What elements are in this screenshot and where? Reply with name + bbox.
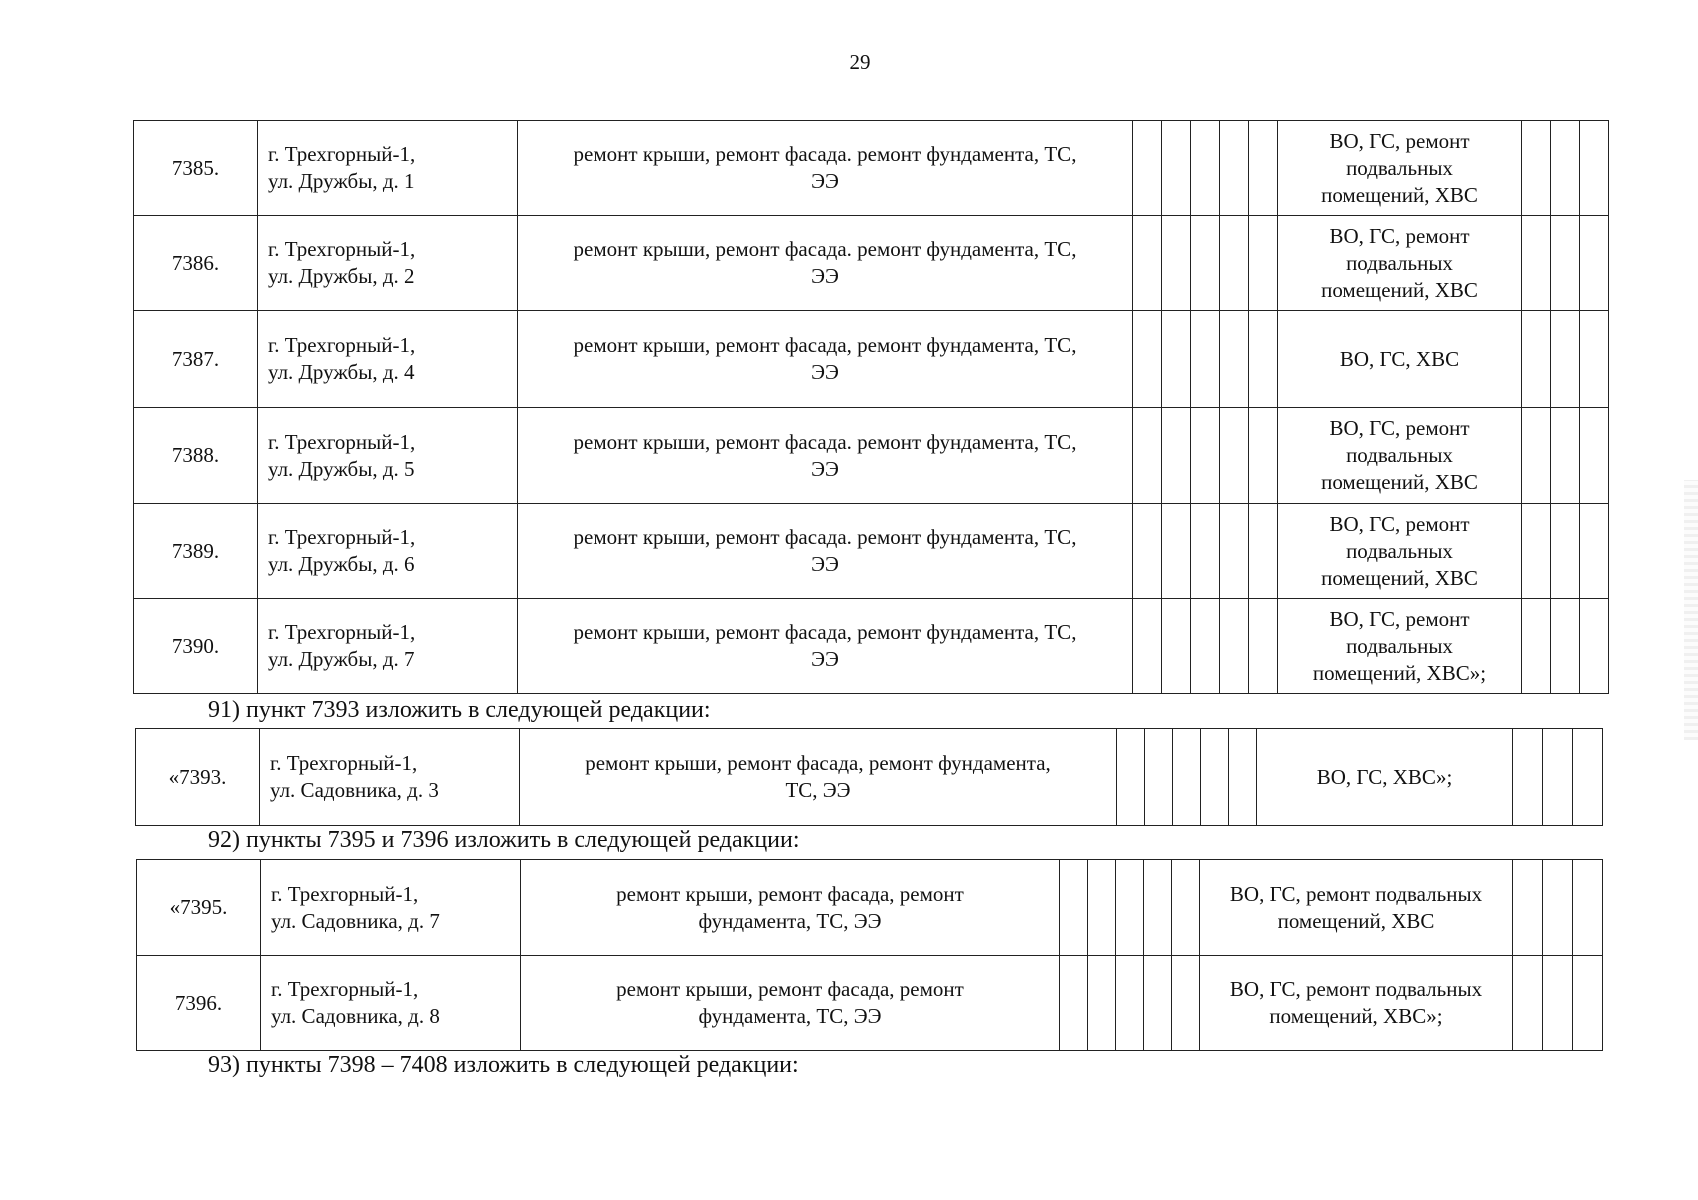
table-dobrotnyh-1: [133, 120, 1609, 694]
works-cell: [518, 311, 1133, 408]
works-cell: [518, 408, 1133, 504]
blank-cell: [1133, 311, 1162, 408]
types-line: помещений, ХВС: [1321, 470, 1478, 494]
table-row: [137, 956, 1603, 1051]
blank-cell: [1249, 599, 1278, 694]
blank-cell: [1133, 599, 1162, 694]
types-cell: [1257, 729, 1513, 826]
blank-cell: [1162, 311, 1191, 408]
works-line: ЭЭ: [811, 264, 839, 288]
works-line: ЭЭ: [811, 647, 839, 671]
table-row: [134, 408, 1609, 504]
blank-cell: [1220, 504, 1249, 599]
address-city: г. Трехгорный-1,: [268, 429, 416, 454]
address-city: г. Трехгорный-1,: [270, 751, 418, 775]
address-city: г. Трехгорный-1,: [268, 142, 416, 166]
blank-cell: [1117, 729, 1145, 826]
blank-cell: [1580, 599, 1609, 694]
blank-cell: [1191, 121, 1220, 216]
address-cell: [258, 599, 518, 694]
blank-cell: [1522, 216, 1551, 311]
blank-cell: [1580, 311, 1609, 408]
blank-cell: [1172, 956, 1200, 1051]
works-line: ремонт крыши, ремонт фасада, ремонт фундамента, ТС,: [573, 620, 1077, 644]
works-line: ремонт крыши, ремонт фасада, ремонт фундамента,: [585, 751, 1051, 775]
works-cell: [521, 956, 1060, 1051]
address-cell: [258, 216, 518, 311]
blank-cell: [1172, 860, 1200, 956]
paragraph-93: 93) пункты 7398 – 7408 изложить в следующей редакции:: [208, 1052, 799, 1078]
blank-cell: [1551, 599, 1580, 694]
table-row: [134, 504, 1609, 599]
address-cell: [261, 956, 521, 1051]
types-line: подвальных: [1346, 633, 1453, 658]
address-cell: [258, 311, 518, 408]
address-street: ул. Дружбы, д. 4: [268, 360, 415, 384]
row-number: 7390.: [134, 599, 258, 694]
works-cell: [520, 729, 1117, 826]
blank-cell: [1220, 216, 1249, 311]
address-street: ул. Садовника, д. 3: [270, 778, 439, 802]
row-number: 7389.: [134, 504, 258, 599]
works-cell: [521, 860, 1060, 956]
blank-cell: [1249, 408, 1278, 504]
blank-cell: [1551, 504, 1580, 599]
address-street: ул. Садовника, д. 8: [271, 1004, 440, 1028]
works-line: фундамента, ТС, ЭЭ: [698, 1004, 882, 1028]
works-line: ремонт крыши, ремонт фасада, ремонт: [616, 881, 964, 906]
blank-cell: [1173, 729, 1201, 826]
blank-cell: [1513, 956, 1543, 1051]
address-city: г. Трехгорный-1,: [268, 525, 416, 549]
blank-cell: [1116, 860, 1144, 956]
blank-cell: [1220, 408, 1249, 504]
works-line: ЭЭ: [811, 552, 839, 576]
types-line: подвальных: [1346, 250, 1453, 275]
address-cell: [258, 504, 518, 599]
works-line: ЭЭ: [811, 169, 839, 193]
types-cell: [1278, 216, 1522, 311]
blank-cell: [1522, 504, 1551, 599]
works-line: ремонт крыши, ремонт фасада. ремонт фундамента, ТС,: [573, 429, 1077, 454]
blank-cell: [1522, 599, 1551, 694]
blank-cell: [1133, 121, 1162, 216]
types-line: ВО, ГС, ремонт подвальных: [1229, 881, 1483, 906]
types-line: помещений, ХВС: [1277, 908, 1435, 933]
types-line: подвальных: [1346, 155, 1453, 180]
table-row: [134, 311, 1609, 408]
types-line: помещений, ХВС: [1321, 565, 1478, 590]
table-row: [134, 599, 1609, 694]
blank-cell: [1133, 216, 1162, 311]
blank-cell: [1580, 504, 1609, 599]
table-row: [137, 860, 1603, 956]
types-line: ВО, ГС, ремонт: [1329, 223, 1470, 248]
blank-cell: [1060, 956, 1088, 1051]
blank-cell: [1551, 408, 1580, 504]
types-line: ВО, ГС, ХВС»;: [1316, 764, 1453, 789]
blank-cell: [1229, 729, 1257, 826]
address-cell: [258, 408, 518, 504]
blank-cell: [1116, 956, 1144, 1051]
works-line: ремонт крыши, ремонт фасада, ремонт фундамента, ТС,: [573, 333, 1077, 357]
blank-cell: [1088, 956, 1116, 1051]
page-number: 29: [849, 50, 871, 74]
types-line: помещений, ХВС: [1321, 182, 1478, 207]
blank-cell: [1580, 216, 1609, 311]
types-line: ВО, ГС, ремонт: [1329, 511, 1470, 536]
blank-cell: [1249, 216, 1278, 311]
address-city: г. Трехгорный-1,: [268, 333, 416, 357]
works-line: ЭЭ: [811, 360, 839, 384]
table-row: [136, 729, 1603, 826]
blank-cell: [1220, 599, 1249, 694]
types-line: ВО, ГС, ремонт: [1329, 128, 1470, 153]
blank-cell: [1133, 408, 1162, 504]
blank-cell: [1144, 956, 1172, 1051]
blank-cell: [1191, 504, 1220, 599]
row-number: 7386.: [134, 216, 258, 311]
row-number: «7393.: [136, 729, 260, 826]
types-cell: [1278, 408, 1522, 504]
address-street: ул. Дружбы, д. 7: [268, 647, 415, 671]
blank-cell: [1144, 860, 1172, 956]
blank-cell: [1522, 121, 1551, 216]
types-cell: [1200, 956, 1513, 1051]
blank-cell: [1191, 408, 1220, 504]
row-number: 7387.: [134, 311, 258, 408]
works-line: ремонт крыши, ремонт фасада. ремонт фундамента, ТС,: [573, 142, 1077, 166]
row-number: 7396.: [137, 956, 261, 1051]
works-line: фундамента, ТС, ЭЭ: [698, 908, 882, 933]
types-cell: [1278, 599, 1522, 694]
types-line: ВО, ГС, ремонт: [1329, 416, 1470, 440]
blank-cell: [1162, 504, 1191, 599]
blank-cell: [1522, 311, 1551, 408]
types-cell: [1278, 504, 1522, 599]
blank-cell: [1162, 216, 1191, 311]
blank-cell: [1191, 216, 1220, 311]
types-line: помещений, ХВС»;: [1269, 1004, 1443, 1028]
address-street: ул. Дружбы, д. 2: [268, 264, 415, 288]
paragraph-91: 91) пункт 7393 изложить в следующей редакции:: [208, 697, 711, 723]
works-cell: [518, 599, 1133, 694]
row-number: «7395.: [137, 860, 261, 956]
address-street: ул. Дружбы, д. 6: [268, 552, 415, 576]
works-line: ремонт крыши, ремонт фасада. ремонт фундамента, ТС,: [573, 525, 1077, 549]
blank-cell: [1249, 311, 1278, 408]
address-city: г. Трехгорный-1,: [268, 237, 416, 261]
row-number: 7385.: [134, 121, 258, 216]
blank-cell: [1133, 504, 1162, 599]
blank-cell: [1580, 408, 1609, 504]
types-line: ВО, ГС, ХВС: [1339, 346, 1460, 371]
blank-cell: [1220, 311, 1249, 408]
types-line: помещений, ХВС: [1321, 277, 1478, 302]
address-cell: [260, 729, 520, 826]
types-line: помещений, ХВС»;: [1312, 660, 1487, 685]
blank-cell: [1220, 121, 1249, 216]
address-street: ул. Дружбы, д. 5: [268, 456, 415, 481]
row-number: 7388.: [134, 408, 258, 504]
address-cell: [261, 860, 521, 956]
address-street: ул. Дружбы, д. 1: [268, 169, 415, 193]
address-city: г. Трехгорный-1,: [268, 620, 416, 644]
works-cell: [518, 504, 1133, 599]
types-cell: [1278, 121, 1522, 216]
blank-cell: [1060, 860, 1088, 956]
address-city: г. Трехгорный-1,: [271, 881, 419, 906]
table-7395-7396: [136, 859, 1603, 1051]
types-line: подвальных: [1346, 538, 1453, 563]
blank-cell: [1573, 729, 1603, 826]
works-line: ТС, ЭЭ: [785, 778, 851, 802]
blank-cell: [1201, 729, 1229, 826]
works-line: ЭЭ: [811, 456, 839, 481]
works-cell: [518, 121, 1133, 216]
blank-cell: [1551, 121, 1580, 216]
works-line: ремонт крыши, ремонт фасада. ремонт фундамента, ТС,: [573, 237, 1077, 261]
blank-cell: [1162, 599, 1191, 694]
types-cell: [1278, 311, 1522, 408]
blank-cell: [1551, 311, 1580, 408]
blank-cell: [1191, 599, 1220, 694]
blank-cell: [1573, 860, 1603, 956]
types-line: ВО, ГС, ремонт: [1329, 606, 1470, 631]
table-7393: [135, 728, 1603, 826]
blank-cell: [1580, 121, 1609, 216]
blank-cell: [1522, 408, 1551, 504]
blank-cell: [1191, 311, 1220, 408]
blank-cell: [1573, 956, 1603, 1051]
scan-edge-artifact: [1684, 480, 1698, 740]
blank-cell: [1543, 860, 1573, 956]
works-cell: [518, 216, 1133, 311]
blank-cell: [1513, 729, 1543, 826]
types-line: ВО, ГС, ремонт подвальных: [1229, 977, 1483, 1001]
blank-cell: [1088, 860, 1116, 956]
paragraph-92: 92) пункты 7395 и 7396 изложить в следующей редакции:: [208, 827, 800, 853]
blank-cell: [1162, 408, 1191, 504]
types-line: подвальных: [1346, 443, 1453, 467]
blank-cell: [1249, 121, 1278, 216]
table-row: [134, 121, 1609, 216]
address-cell: [258, 121, 518, 216]
blank-cell: [1145, 729, 1173, 826]
blank-cell: [1543, 956, 1573, 1051]
blank-cell: [1249, 504, 1278, 599]
address-street: ул. Садовника, д. 7: [271, 908, 440, 933]
blank-cell: [1513, 860, 1543, 956]
table-row: [134, 216, 1609, 311]
blank-cell: [1543, 729, 1573, 826]
works-line: ремонт крыши, ремонт фасада, ремонт: [616, 977, 964, 1001]
blank-cell: [1551, 216, 1580, 311]
address-city: г. Трехгорный-1,: [271, 977, 419, 1001]
types-cell: [1200, 860, 1513, 956]
blank-cell: [1162, 121, 1191, 216]
